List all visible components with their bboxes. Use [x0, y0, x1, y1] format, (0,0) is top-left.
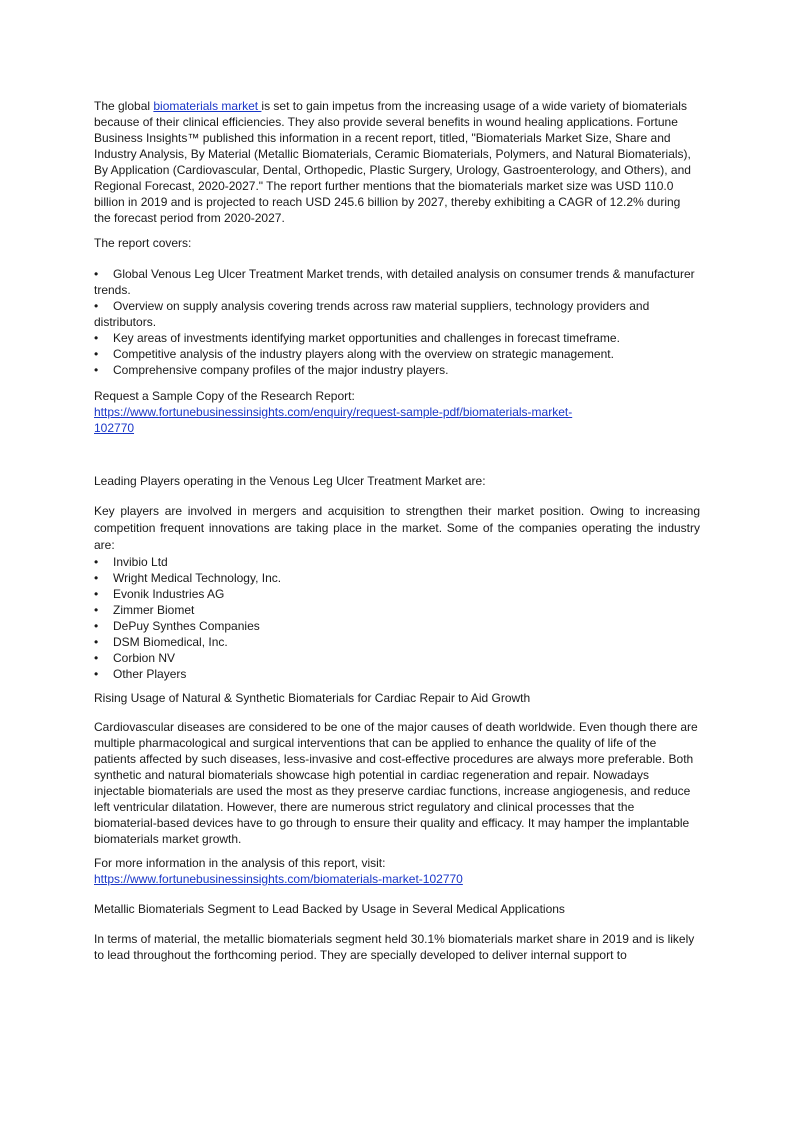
- list-item: • Global Venous Leg Ulcer Treatment Market trends, with detailed analysis on consumer trends & manufacturer trends.: [94, 267, 695, 297]
- leading-players-heading: Leading Players operating in the Venous Leg Ulcer Treatment Market are:: [94, 474, 486, 488]
- list-item: • Other Players: [94, 667, 187, 681]
- more-info-link-block: [94, 871, 700, 887]
- intro-prefix: The global: [94, 99, 154, 113]
- bullet-icon: •: [94, 603, 99, 617]
- list-item: • Zimmer Biomet: [94, 603, 195, 617]
- list-item: • Corbion NV: [94, 651, 176, 665]
- bullet-icon: •: [94, 347, 99, 361]
- cardiovascular-paragraph: Cardiovascular diseases are considered to be one of the major causes of death worldwide. Even though there are multiple pharmacological and surgical interventions that can be applied to enhance the quality of life of the patients affected by such diseases, less-invasive and cost-effective procedures are always more preferable. Both synthetic and natural biomaterials showcase high potential in cardiac regeneration and repair. Nowadays injectable biomaterials are used the most as they preserve cardiac functions, increase angiogenesis, and reduce left ventricular dilatation. However, there are numerous strict regulatory and clinical processes that the biomaterial-based devices have to go through to ensure their quality and efficacy. It may hamper the implantable biomaterials market growth.: [94, 720, 698, 846]
- bullet-icon: •: [94, 555, 99, 569]
- rising-usage-heading: Rising Usage of Natural & Synthetic Biomaterials for Cardiac Repair to Aid Growth: [94, 691, 531, 705]
- list-item: • DePuy Synthes Companies: [94, 619, 260, 633]
- bullet-icon: •: [94, 331, 99, 345]
- key-players-paragraph: Key players are involved in mergers and acquisition to strengthen their market position. Owing to increasing competition frequent innovations are taking place in the market. Some of the companies operating the industry are:: [94, 504, 700, 552]
- list-item: • Overview on supply analysis covering trends across raw material suppliers, technology providers and distributors.: [94, 299, 650, 329]
- more-info-label: For more information in the analysis of this report, visit:: [94, 856, 386, 870]
- list-item: • Competitive analysis of the industry players along with the overview on strategic management.: [94, 347, 614, 361]
- list-item: • Wright Medical Technology, Inc.: [94, 571, 282, 585]
- bullet-icon: •: [94, 363, 99, 377]
- list-item: • Invibio Ltd: [94, 555, 168, 569]
- list-item: • Evonik Industries AG: [94, 587, 225, 601]
- bullet-icon: •: [94, 667, 99, 681]
- bullet-icon: •: [94, 571, 99, 585]
- bullet-icon: •: [94, 299, 99, 313]
- list-item: • DSM Biomedical, Inc.: [94, 635, 228, 649]
- bullet-icon: •: [94, 619, 99, 633]
- sample-request-link[interactable]: https://www.fortunebusinessinsights.com/enquiry/request-sample-pdf/biomaterials-market- 102770: [94, 405, 573, 435]
- report-covers-list: [94, 266, 700, 378]
- intro-rest: is set to gain impetus from the increasing usage of a wide variety of biomaterials because of their clinical efficiencies. They also provide several benefits in wound healing applications. Fortune Business Insights™ published this information in a recent report, titled, "Biomaterials Market Size, Share and Industry Analysis, By Material (Metallic Biomaterials, Ceramic Biomaterials, Polymers, and Natural Biomaterials), By Application (Cardiovascular, Dental, Orthopedic, Plastic Surgery, Urology, Gastroenterology, and Others), and Regional Forecast, 2020-2027." The report further mentions that the biomaterials market size was USD 110.0 billion in 2019 and is projected to reach USD 245.6 billion by 2027, thereby exhibiting a CAGR of 12.2% during the forecast period from 2020-2027.: [94, 99, 691, 225]
- sample-request-link-block: [94, 404, 700, 436]
- document-page: [94, 98, 700, 963]
- metallic-segment-heading: Metallic Biomaterials Segment to Lead Backed by Usage in Several Medical Applications: [94, 902, 565, 916]
- biomaterials-market-link[interactable]: biomaterials market: [153, 99, 262, 113]
- intro-paragraph: [94, 98, 700, 226]
- sample-request-label: Request a Sample Copy of the Research Report:: [94, 389, 355, 403]
- list-item: • Comprehensive company profiles of the major industry players.: [94, 363, 449, 377]
- bullet-icon: •: [94, 651, 99, 665]
- metallic-segment-paragraph: In terms of material, the metallic biomaterials segment held 30.1% biomaterials market share in 2019 and is likely to lead throughout the forthcoming period. They are specially developed to deliver internal support to: [94, 932, 695, 962]
- bullet-icon: •: [94, 267, 99, 281]
- more-info-link[interactable]: https://www.fortunebusinessinsights.com/biomaterials-market-102770: [94, 872, 463, 886]
- report-covers-heading: The report covers:: [94, 236, 192, 250]
- players-list: [94, 554, 700, 682]
- bullet-icon: •: [94, 587, 99, 601]
- list-item: • Key areas of investments identifying market opportunities and challenges in forecast timeframe.: [94, 331, 620, 345]
- bullet-icon: •: [94, 635, 99, 649]
